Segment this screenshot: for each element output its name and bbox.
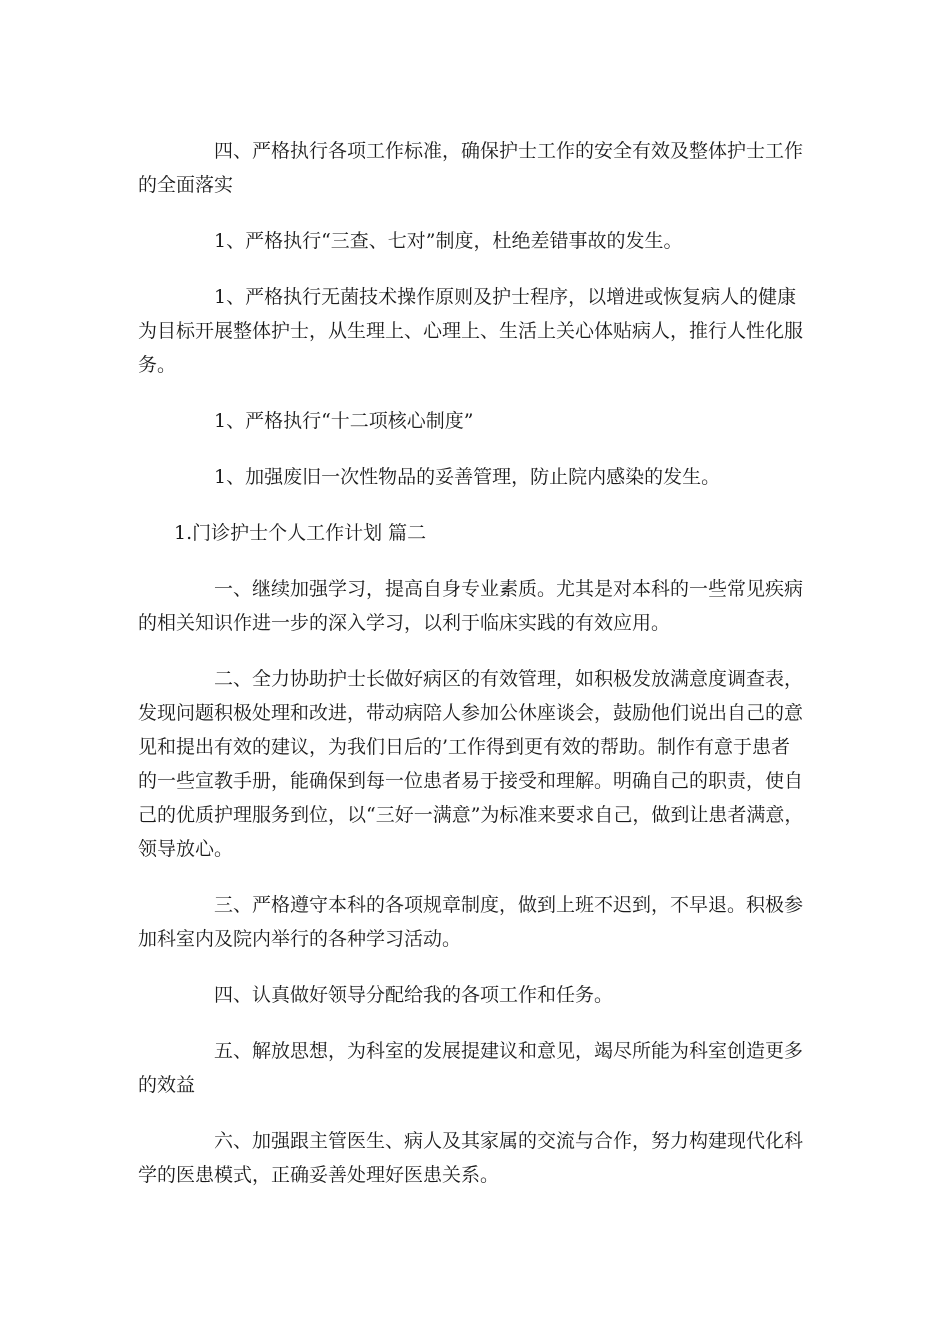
text-line: 四、认真做好领导分配给我的各项工作和任务。 (214, 984, 614, 1006)
paragraph (138, 662, 818, 866)
section-heading (138, 516, 818, 550)
paragraph (138, 224, 818, 258)
text-line: 见和提出有效的建议，为我们日后的’工作得到更有效的帮助。制作有意于患者 (138, 736, 791, 758)
document-body (138, 134, 818, 1214)
paragraph (138, 1034, 818, 1102)
text-line: 发现问题积极处理和改进，带动病陪人参加公休座谈会，鼓励他们说出自己的意 (138, 702, 804, 724)
paragraph (138, 888, 818, 956)
text-line: 三、严格遵守本科的各项规章制度，做到上班不迟到，不早退。积极参 (214, 894, 804, 916)
paragraph (138, 1124, 818, 1192)
text-line: 二、全力协助护士长做好病区的有效管理，如积极发放满意度调查表， (214, 668, 804, 690)
text-line: 学的医患模式，正确妥善处理好医患关系。 (138, 1164, 500, 1186)
paragraph (138, 572, 818, 640)
paragraph (138, 978, 818, 1012)
text-line: 为目标开展整体护士，从生理上、心理上、生活上关心体贴病人，推行人性化服 (138, 320, 804, 342)
text-line: 务。 (138, 354, 177, 376)
text-line: 的一些宣教手册，能确保到每一位患者易于接受和理解。明确自己的职责，使自 (138, 770, 804, 792)
text-line: 1、加强废旧一次性物品的妥善管理，防止院内感染的发生。 (214, 466, 721, 488)
text-line: 1、严格执行“十二项核心制度” (214, 410, 474, 432)
text-line: 的效益 (138, 1074, 196, 1096)
paragraph (138, 280, 818, 382)
paragraph (138, 460, 818, 494)
text-line: 领导放心。 (138, 838, 234, 860)
text-line: 1.门诊护士个人工作计划 篇二 (174, 522, 427, 544)
text-line: 1、严格执行无菌技术操作原则及护士程序，以增进或恢复病人的健康 (214, 286, 797, 308)
text-line: 1、严格执行“三查、七对”制度，杜绝差错事故的发生。 (214, 230, 683, 252)
text-line: 加科室内及院内举行的各种学习活动。 (138, 928, 462, 950)
paragraph (138, 404, 818, 438)
text-line: 五、解放思想，为科室的发展提建议和意见，竭尽所能为科室创造更多 (214, 1040, 804, 1062)
text-line: 一、继续加强学习，提高自身专业素质。尤其是对本科的一些常见疾病 (214, 578, 804, 600)
text-line: 六、加强跟主管医生、病人及其家属的交流与合作，努力构建现代化科 (214, 1130, 804, 1152)
paragraph (138, 134, 818, 202)
text-line: 的相关知识作进一步的深入学习，以利于临床实践的有效应用。 (138, 612, 671, 634)
text-line: 四、严格执行各项工作标准，确保护士工作的安全有效及整体护士工作 (214, 140, 804, 162)
text-line: 的全面落实 (138, 174, 234, 196)
text-line: 己的优质护理服务到位，以“三好一满意”为标准来要求自己，做到让患者满意， (138, 804, 804, 826)
